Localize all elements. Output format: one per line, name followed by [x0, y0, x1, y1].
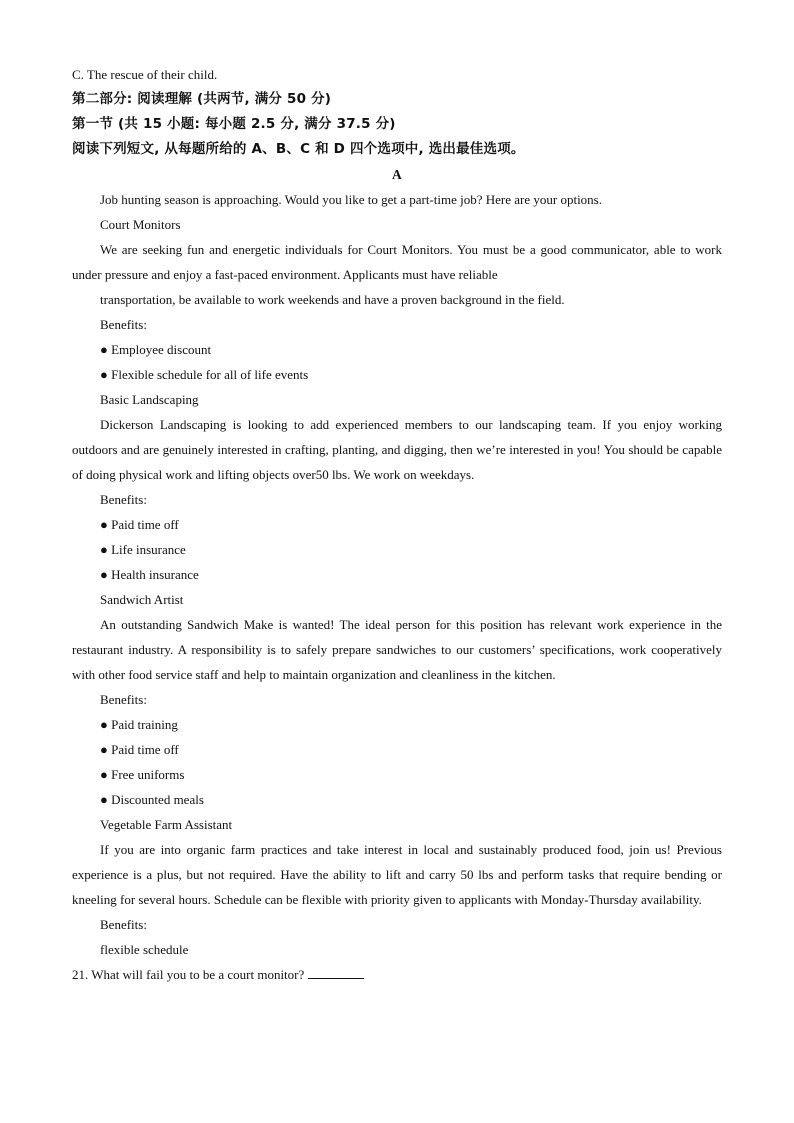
job-title-court-monitors: Court Monitors: [100, 217, 181, 232]
benefits-label: Benefits:: [100, 917, 147, 932]
question-21-text: 21. What will fail you to be a court monitor?: [72, 967, 305, 982]
job-title-sandwich-artist: Sandwich Artist: [100, 592, 184, 607]
benefit-item: ● Employee discount: [100, 342, 212, 357]
previous-question-option: C. The rescue of their child.: [72, 67, 218, 82]
passage-intro: Job hunting season is approaching. Would you like to get a part-time job? Here are your options.: [100, 192, 602, 207]
benefit-item: ● Free uniforms: [100, 767, 185, 782]
benefit-item: ● Flexible schedule for all of life events: [100, 367, 309, 382]
benefit-item: ● Discounted meals: [100, 792, 204, 807]
benefit-item: ● Life insurance: [100, 542, 186, 557]
benefit-item: ● Paid time off: [100, 517, 179, 532]
benefits-label: Benefits:: [100, 692, 147, 707]
document-page: [72, 62, 722, 987]
benefit-item: ● Health insurance: [100, 567, 199, 582]
question-21: [72, 962, 722, 987]
job-title-vegetable-farm-assistant: Vegetable Farm Assistant: [100, 817, 233, 832]
answer-blank[interactable]: [308, 966, 364, 979]
job-description-vegetable-farm-assistant: If you are into organic farm practices and take interest in local and sustainably produced food, join us! Previous experience is a plus, but not required. Have the ability to lift and carry 50 lbs and perform tasks that require bending or kneeling for several hours. Schedule can be flexible with priority given to applicants with Monday-Thursday availability.: [72, 842, 722, 907]
job-description-court-monitors: We are seeking fun and energetic individuals for Court Monitors. You must be a good communicator, able to work under pressure and enjoy a fast-paced environment. Applicants must have reliable: [72, 242, 722, 282]
job-title-basic-landscaping: Basic Landscaping: [100, 392, 199, 407]
benefits-label: Benefits:: [100, 317, 147, 332]
job-description-basic-landscaping: Dickerson Landscaping is looking to add experienced members to our landscaping team. If you enjoy working outdoors and are genuinely interested in crafting, planting, and digging, then we’re interested in you! You should be capable of doing physical work and lifting objects over50 lbs. We work on weekdays.: [72, 417, 722, 482]
passage-letter: A: [392, 167, 402, 182]
instruction: 阅读下列短文, 从每题所给的 A、B、C 和 D 四个选项中, 选出最佳选项。: [72, 141, 525, 157]
job-description-court-monitors-continued: transportation, be available to work weekends and have a proven background in the field.: [100, 292, 565, 307]
benefits-label: Benefits:: [100, 492, 147, 507]
benefit-item: flexible schedule: [100, 942, 189, 957]
part-heading: 第二部分: 阅读理解 (共两节, 满分 50 分): [72, 91, 332, 107]
benefit-item: ● Paid training: [100, 717, 178, 732]
benefit-item: ● Paid time off: [100, 742, 179, 757]
section-heading: 第一节 (共 15 小题: 每小题 2.5 分, 满分 37.5 分): [72, 116, 396, 132]
job-description-sandwich-artist: An outstanding Sandwich Make is wanted! The ideal person for this position has relevant work experience in the restaurant industry. A responsibility is to safely prepare sandwiches to our customers’ specifications, work cooperatively with other food service staff and help to maintain organization and cleanliness in the kitchen.: [72, 617, 722, 682]
